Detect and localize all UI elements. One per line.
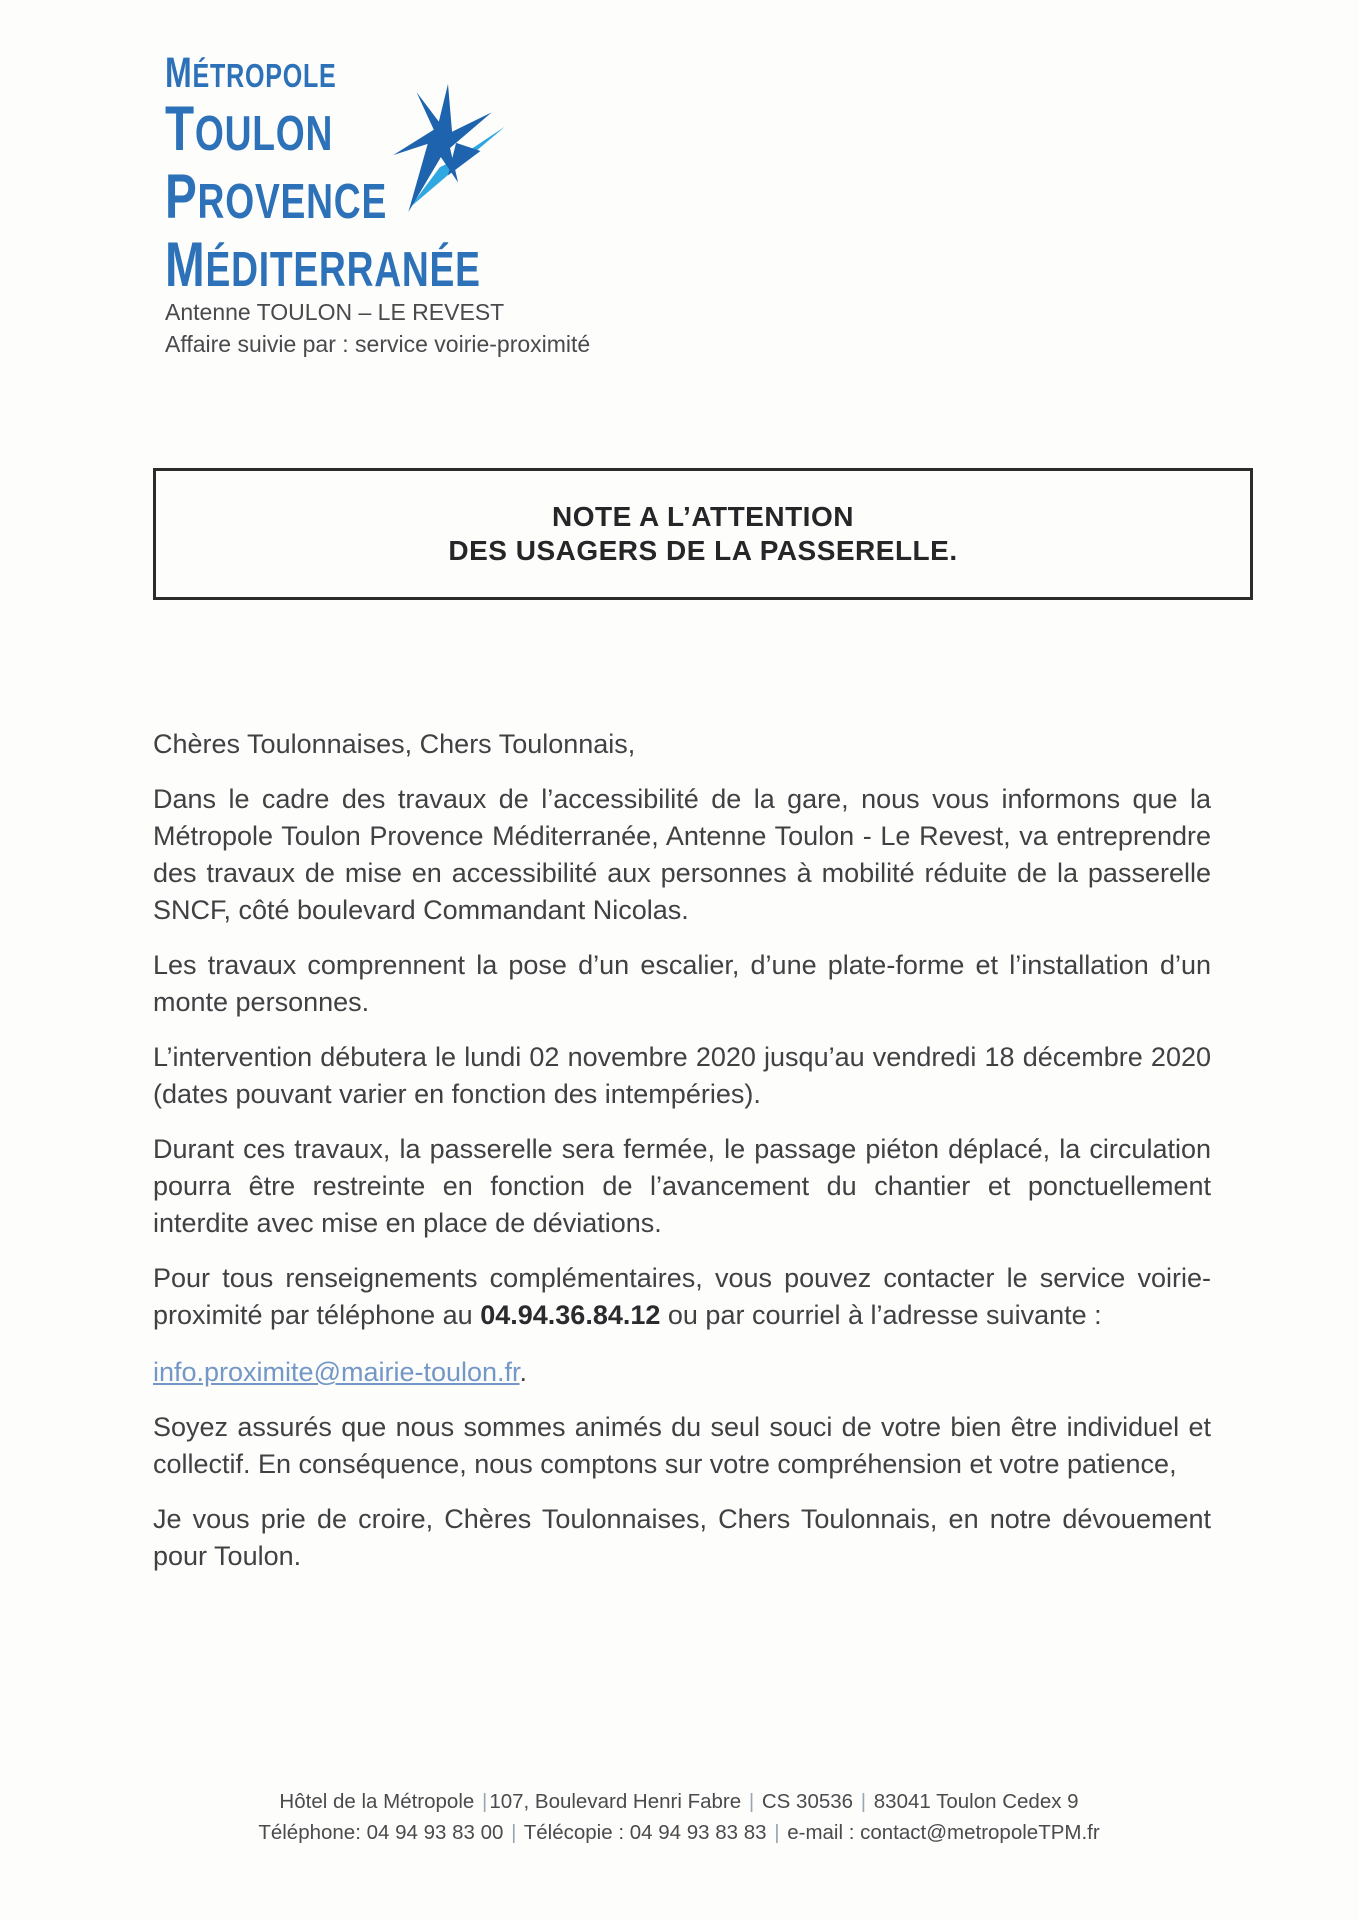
paragraph-closure: Durant ces travaux, la passerelle sera fermée, le passage piéton déplacé, la circulation pourra être restreinte en fonction de l’avancement du chantier et ponctuellement interdite avec mise en place de déviations.: [153, 1134, 1211, 1238]
separator: |: [774, 1821, 780, 1844]
footer-address-city: 83041 Toulon Cedex 9: [868, 1790, 1079, 1813]
paragraph-contact: [153, 1260, 1211, 1334]
email-line: [153, 1354, 1211, 1391]
contact-text-after: ou par courriel à l’adresse suivante :: [660, 1300, 1102, 1330]
email-period: .: [519, 1357, 528, 1387]
reference-block: [165, 296, 590, 360]
paragraph-works-description: Les travaux comprennent la pose d’un escalier, d’une plate-forme et l’installation d’un monte personnes.: [153, 950, 1211, 1017]
notice-title-line2: DES USAGERS DE LA PASSERELLE.: [448, 535, 958, 566]
logo-line-provence: PROVENCE: [165, 161, 388, 232]
contact-text-before: Pour tous renseignements complémentaires, vous pouvez contacter le service voirie-proximité par téléphone au: [153, 1263, 1211, 1330]
paragraph-closing: Je vous prie de croire, Chères Toulonnaises, Chers Toulonnais, en notre dévouement pour Toulon.: [153, 1504, 1211, 1571]
email-link[interactable]: info.proximite@mairie-toulon.fr: [153, 1357, 520, 1387]
footer-address-name: Hôtel de la Métropole: [279, 1790, 480, 1813]
letter-body: [153, 726, 1211, 1593]
greeting: Chères Toulonnaises, Chers Toulonnais,: [153, 729, 636, 759]
separator: |: [748, 1790, 755, 1813]
footer-address-line: [0, 1786, 1358, 1817]
paragraph-schedule: L’intervention débutera le lundi 02 novembre 2020 jusqu’au vendredi 18 décembre 2020 (dates pouvant varier en fonction des intempéries).: [153, 1042, 1211, 1109]
footer-address-cs: CS 30536: [756, 1790, 859, 1813]
notice-title-line1: NOTE A L’ATTENTION: [552, 501, 854, 532]
phone-number: 04.94.36.84.12: [480, 1300, 661, 1330]
antenna-line: Antenne TOULON – LE REVEST: [165, 299, 505, 325]
footer-contact-line: [0, 1817, 1358, 1848]
footer-fax: Télécopie : 04 94 93 83 83: [518, 1821, 773, 1844]
logo-line-mediterranee: MÉDITERRANÉE: [165, 229, 481, 300]
paragraph-context: Dans le cadre des travaux de l’accessibilité de la gare, nous vous informons que la Métropole Toulon Provence Méditerranée, Antenne Toulon - Le Revest, va entreprendre des travaux de mise en accessibilité aux personnes à mobilité réduite de la passerelle SNCF, côté boulevard Commandant Nicolas.: [153, 784, 1211, 925]
separator: |: [511, 1821, 517, 1844]
footer-address-street: 107, Boulevard Henri Fabre: [489, 1790, 747, 1813]
separator: |: [481, 1790, 488, 1813]
paragraph-reassurance: Soyez assurés que nous sommes animés du seul souci de votre bien être individuel et collectif. En conséquence, nous comptons sur votre compréhension et votre patience,: [153, 1412, 1211, 1479]
logo-line-metropole: MÉTROPOLE: [165, 49, 337, 96]
footer-phone: Téléphone: 04 94 93 83 00: [258, 1821, 510, 1844]
page-footer: [0, 1786, 1358, 1848]
separator: |: [860, 1790, 867, 1813]
notice-title-box: [153, 468, 1253, 600]
logo-line-toulon: TOULON: [165, 94, 334, 165]
tpm-logo: [165, 49, 580, 301]
case-handler-line: Affaire suivie par : service voirie-proximité: [165, 331, 591, 357]
footer-email: e-mail : contact@metropoleTPM.fr: [781, 1821, 1100, 1844]
tpm-star-icon: [393, 84, 505, 216]
